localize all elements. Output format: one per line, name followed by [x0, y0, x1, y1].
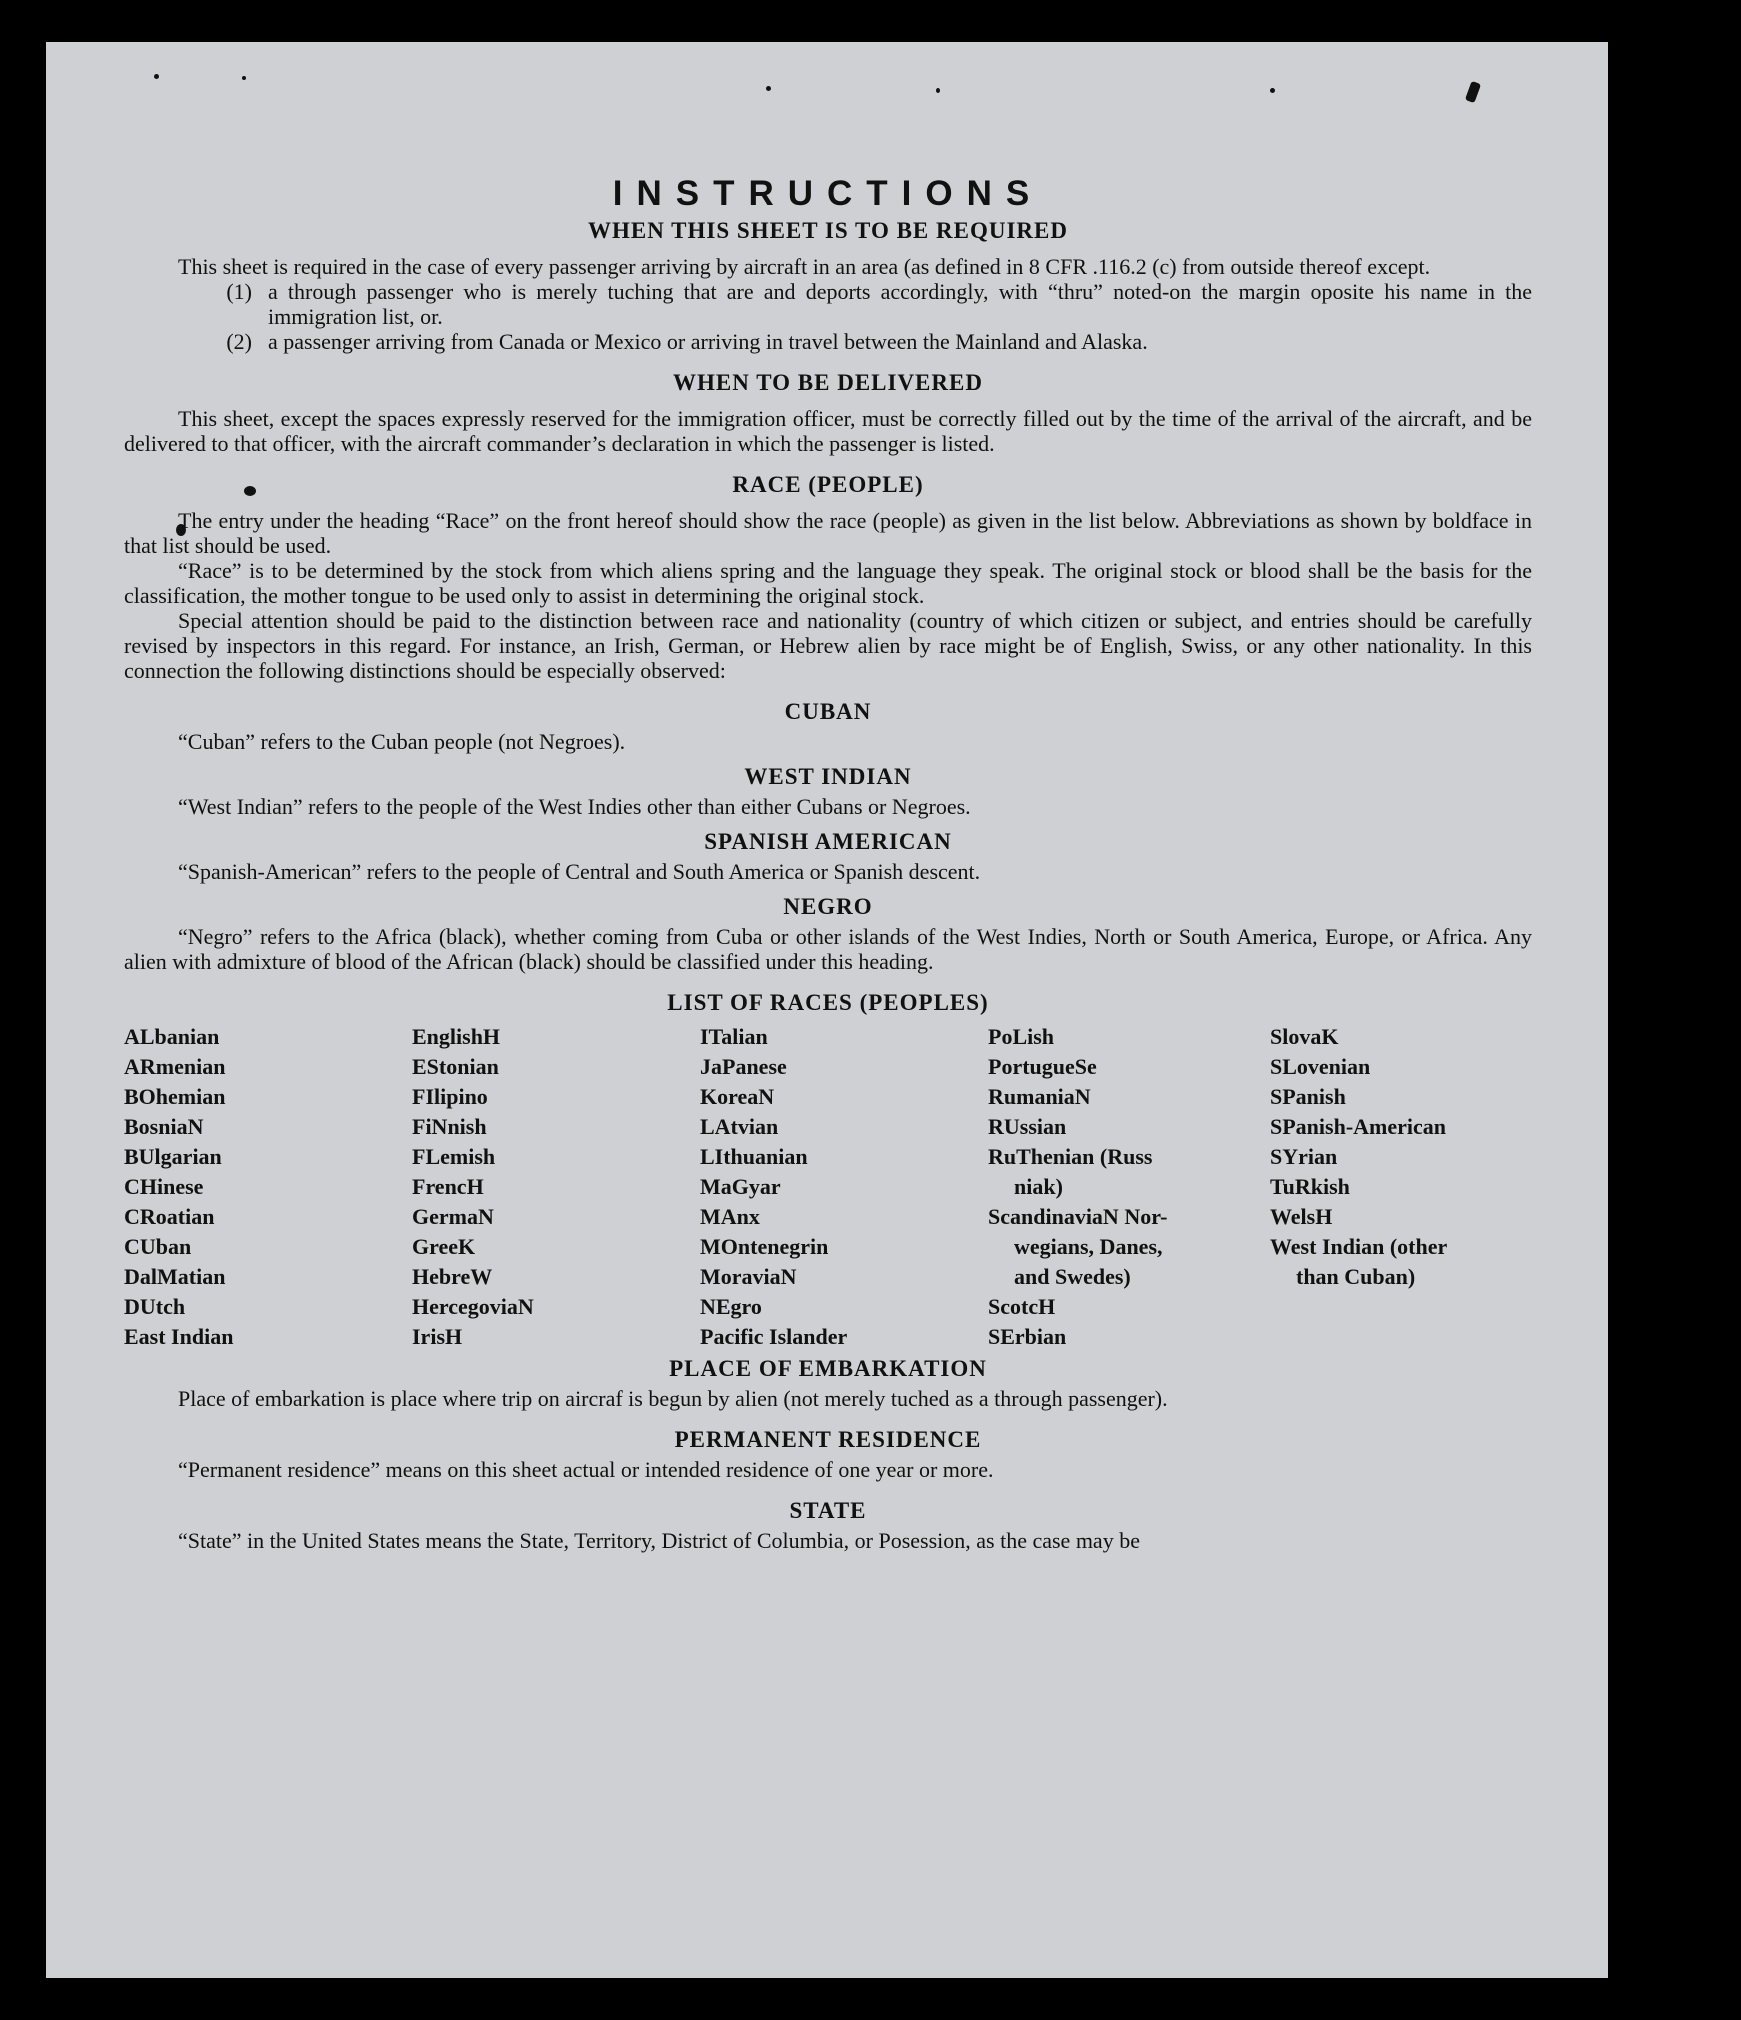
- race-entry: FiNnish: [412, 1114, 487, 1139]
- document-page: [46, 42, 1608, 1978]
- heading-place-of-embarkation: PLACE OF EMBARKATION: [669, 1356, 987, 1381]
- race-entry: GermaN: [412, 1204, 494, 1229]
- race-entry: SPanish: [1270, 1084, 1346, 1109]
- race-entry: ScotcH: [988, 1294, 1056, 1319]
- race-entry: ITalian: [700, 1024, 768, 1049]
- heading-when-delivered: WHEN TO BE DELIVERED: [673, 370, 983, 395]
- heading-race: RACE (PEOPLE): [732, 472, 924, 497]
- race-entry: TuRkish: [1270, 1174, 1350, 1199]
- race-entry: SYrian: [1270, 1144, 1338, 1169]
- race-entry-continued: and Swedes): [1014, 1264, 1131, 1289]
- race-entry: BUlgarian: [124, 1144, 222, 1169]
- heading-spanish-american: SPANISH AMERICAN: [704, 829, 952, 854]
- race-paragraph: The entry under the heading “Race” on the front hereof should show the race (people) as given in the list below. Abbreviations as shown by boldface in that list should be used.: [124, 508, 1532, 558]
- race-entry: CUban: [124, 1234, 192, 1259]
- race-entry: KoreaN: [700, 1084, 775, 1109]
- race-entry: SPanish-American: [1270, 1114, 1446, 1139]
- races-column-2: [412, 1022, 700, 1352]
- heading-when-required: WHEN THIS SHEET IS TO BE REQUIRED: [588, 218, 1068, 243]
- exception-number: (1): [226, 279, 252, 304]
- state-text: “State” in the United States means the State, Territory, District of Columbia, or Posession, as the case may be: [178, 1528, 1140, 1553]
- race-entry: RUssian: [988, 1114, 1067, 1139]
- race-entry: BOhemian: [124, 1084, 226, 1109]
- races-column-3: [700, 1022, 988, 1352]
- race-entry: HercegoviaN: [412, 1294, 534, 1319]
- exception-text: a passenger arriving from Canada or Mexico or arriving in travel between the Mainland and Alaska.: [268, 329, 1148, 354]
- race-entry: ARmenian: [124, 1054, 226, 1079]
- permanent-residence-text: “Permanent residence” means on this sheet actual or intended residence of one year or more.: [178, 1457, 994, 1482]
- cuban-text: “Cuban” refers to the Cuban people (not Negroes).: [178, 729, 626, 754]
- exception-item-1: [124, 279, 1532, 329]
- race-entry: SErbian: [988, 1324, 1067, 1349]
- races-column-5: [1270, 1022, 1532, 1352]
- race-entry: East Indian: [124, 1324, 234, 1349]
- when-delivered-text: This sheet, except the spaces expressly reserved for the immigration officer, must be correctly filled out by the time of the arrival of the aircraft, and be delivered to that officer, with the aircraft commander’s declaration in which the passenger is listed.: [124, 406, 1532, 456]
- place-of-embarkation-text: Place of embarkation is place where trip on aircraf is begun by alien (not merely tuched as a through passenger).: [178, 1386, 1168, 1411]
- page-title: INSTRUCTIONS: [612, 174, 1044, 213]
- race-entry: RuThenian (Russ: [988, 1144, 1153, 1169]
- races-list: [124, 1022, 1532, 1352]
- heading-list-of-races: LIST OF RACES (PEOPLES): [667, 990, 989, 1015]
- race-entry: GreeK: [412, 1234, 476, 1259]
- race-entry-continued: wegians, Danes,: [1014, 1234, 1163, 1259]
- west-indian-text: “West Indian” refers to the people of the West Indies other than either Cubans or Negroes.: [178, 794, 971, 819]
- race-entry: CRoatian: [124, 1204, 215, 1229]
- race-entry: IrisH: [412, 1324, 463, 1349]
- exception-number: (2): [226, 329, 252, 354]
- race-entry: West Indian (other: [1270, 1234, 1448, 1259]
- race-entry: FIlipino: [412, 1084, 488, 1109]
- race-entry: LAtvian: [700, 1114, 779, 1139]
- heading-permanent-residence: PERMANENT RESIDENCE: [674, 1427, 982, 1452]
- heading-negro: NEGRO: [783, 894, 873, 919]
- race-entry: MAnx: [700, 1204, 760, 1229]
- scan-speck: [936, 88, 940, 93]
- race-entry: EStonian: [412, 1054, 499, 1079]
- scan-speck: [766, 86, 771, 91]
- race-entry: NEgro: [700, 1294, 762, 1319]
- race-entry: FrencH: [412, 1174, 484, 1199]
- scan-blot: [1465, 81, 1481, 103]
- race-entry-continued: niak): [1014, 1174, 1063, 1199]
- race-entry: DalMatian: [124, 1264, 226, 1289]
- race-entry: EnglishH: [412, 1024, 501, 1049]
- scan-speck: [1270, 88, 1275, 93]
- race-entry: WelsH: [1270, 1204, 1333, 1229]
- scan-speck: [242, 76, 246, 80]
- race-entry: SlovaK: [1270, 1024, 1339, 1049]
- race-entry: Pacific Islander: [700, 1324, 848, 1349]
- race-entry: MoraviaN: [700, 1264, 797, 1289]
- race-entry: FLemish: [412, 1144, 496, 1169]
- race-entry: RumaniaN: [988, 1084, 1091, 1109]
- race-entry: ScandinaviaN Nor-: [988, 1204, 1168, 1229]
- when-required-text: This sheet is required in the case of every passenger arriving by aircraft in an area (as defined in 8 CFR .116.2 (c) from outside thereof except.: [178, 254, 1431, 279]
- instructions-content: [124, 174, 1532, 1553]
- scan-speck: [154, 74, 159, 79]
- heading-west-indian: WEST INDIAN: [744, 764, 912, 789]
- race-entry: JaPanese: [700, 1054, 787, 1079]
- races-column-1: [124, 1022, 412, 1352]
- race-entry: ALbanian: [124, 1024, 220, 1049]
- race-entry: MOntenegrin: [700, 1234, 829, 1259]
- race-entry: HebreW: [412, 1264, 493, 1289]
- races-column-4: [988, 1022, 1270, 1352]
- spanish-american-text: “Spanish-American” refers to the people of Central and South America or Spanish descent.: [178, 859, 981, 884]
- race-entry: SLovenian: [1270, 1054, 1371, 1079]
- race-entry: DUtch: [124, 1294, 186, 1319]
- race-entry: PortugueSe: [988, 1054, 1097, 1079]
- race-entry: LIthuanian: [700, 1144, 808, 1169]
- race-entry-continued: than Cuban): [1296, 1264, 1416, 1289]
- exception-text: a through passenger who is merely tuching that are and deports accordingly, with “thru” noted-on the margin oposite his name in the immigration list, or.: [268, 279, 1532, 329]
- race-entry: PoLish: [988, 1024, 1055, 1049]
- race-paragraph: Special attention should be paid to the distinction between race and nationality (country of which citizen or subject, and entries should be carefully revised by inspectors in this regard. For instance, an Irish, German, or Hebrew alien by race might be of English, Swiss, or any other nationality. In this connection the following distinctions should be especially observed:: [124, 608, 1532, 683]
- race-entry: BosniaN: [124, 1114, 204, 1139]
- heading-cuban: CUBAN: [784, 699, 872, 724]
- race-paragraph: “Race” is to be determined by the stock from which aliens spring and the language they speak. The original stock or blood shall be the basis for the classification, the mother tongue to be used only to assist in determining the original stock.: [124, 558, 1532, 608]
- race-entry: MaGyar: [700, 1174, 781, 1199]
- heading-state: STATE: [789, 1498, 867, 1523]
- negro-text: “Negro” refers to the Africa (black), whether coming from Cuba or other islands of the West Indies, North or South America, Europe, or Africa. Any alien with admixture of blood of the African (black) should be classified under this heading.: [124, 924, 1532, 974]
- exception-item-2: [124, 329, 1532, 354]
- race-entry: CHinese: [124, 1174, 204, 1199]
